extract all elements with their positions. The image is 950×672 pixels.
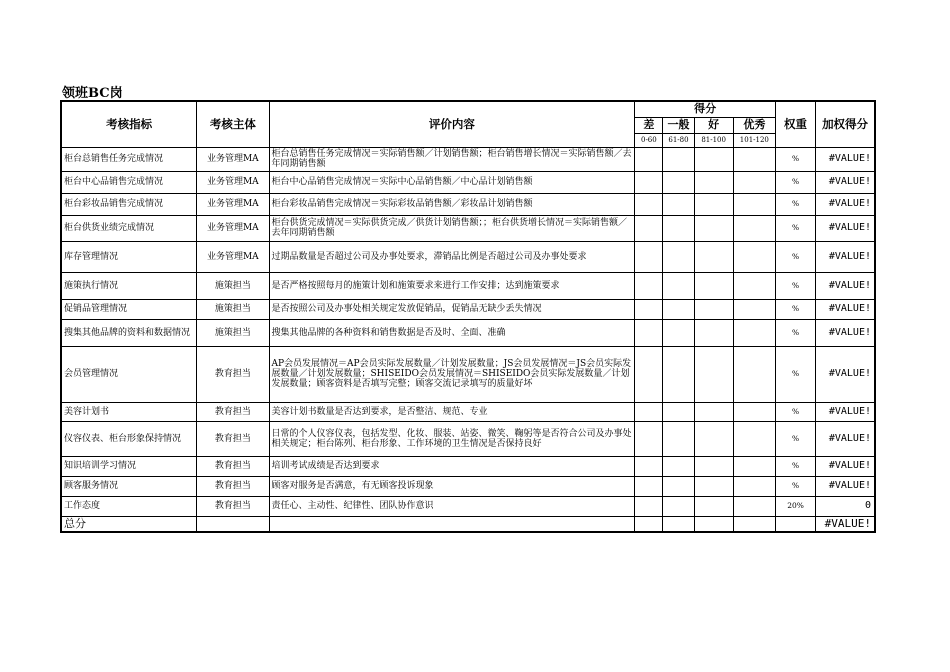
score-good-cell (694, 215, 733, 241)
header-content: 评价内容 (269, 101, 635, 147)
total-cell (635, 516, 663, 532)
total-cell (269, 516, 635, 532)
weighted-score-cell: #VALUE! (816, 402, 875, 421)
header-level-excellent: 优秀 (733, 117, 775, 133)
score-excellent-cell (733, 171, 775, 193)
score-fair-cell (663, 496, 694, 516)
score-excellent-cell (733, 272, 775, 299)
subject-cell: 业务管理MA (197, 193, 269, 215)
weighted-score-cell: #VALUE! (816, 456, 875, 476)
indicator-cell: 施策执行情况 (61, 272, 197, 299)
score-good-cell (694, 272, 733, 299)
weight-cell: % (775, 346, 815, 402)
score-good-cell (694, 476, 733, 496)
content-cell: 柜台供货完成情况＝实际供货完成／供货计划销售额；；柜台供货增长情况＝实际销售额／去年同期销售额 (269, 215, 635, 241)
indicator-cell: 促销品管理情况 (61, 299, 197, 319)
table-row (61, 215, 875, 241)
table-row (61, 319, 875, 346)
score-excellent-cell (733, 496, 775, 516)
table-row (61, 272, 875, 299)
table-row (61, 421, 875, 456)
indicator-cell: 库存管理情况 (61, 241, 197, 272)
score-good-cell (694, 299, 733, 319)
weighted-score-cell: #VALUE! (816, 241, 875, 272)
score-excellent-cell (733, 319, 775, 346)
weight-cell: % (775, 421, 815, 456)
weight-cell: % (775, 171, 815, 193)
table-row (61, 147, 875, 171)
indicator-cell: 会员管理情况 (61, 346, 197, 402)
weight-cell: % (775, 215, 815, 241)
content-cell: 是否按照公司及办事处相关规定发放促销品，促销品无缺少丢失情况 (269, 299, 635, 319)
table-row (61, 456, 875, 476)
score-poor-cell (635, 193, 663, 215)
score-excellent-cell (733, 346, 775, 402)
score-poor-cell (635, 402, 663, 421)
score-fair-cell (663, 456, 694, 476)
header-range-excellent: 101-120 (733, 133, 775, 147)
weighted-score-cell: #VALUE! (816, 171, 875, 193)
score-poor-cell (635, 171, 663, 193)
weight-cell: % (775, 147, 815, 171)
total-cell (694, 516, 733, 532)
subject-cell: 教育担当 (197, 402, 269, 421)
content-cell: 美容计划书数量是否达到要求，是否整洁、规范、专业 (269, 402, 635, 421)
total-weighted: #VALUE! (816, 516, 875, 532)
header-weighted: 加权得分 (816, 101, 875, 147)
subject-cell: 教育担当 (197, 476, 269, 496)
total-cell (197, 516, 269, 532)
content-cell: AP会员发展情况＝AP会员实际发展数量／计划发展数量；JS会员发展情况＝JS会员实际发展数量／计划发展数量；SHISEIDO会员发展情况＝SHISEIDO会员实际发展数量／计划发展数量；顾客资料是否填写完整；顾客交流记录填写的质量好坏 (269, 346, 635, 402)
weight-cell: % (775, 402, 815, 421)
indicator-cell: 柜台供货业绩完成情况 (61, 215, 197, 241)
subject-cell: 教育担当 (197, 421, 269, 456)
score-excellent-cell (733, 147, 775, 171)
score-fair-cell (663, 171, 694, 193)
table-row (61, 346, 875, 402)
total-cell (775, 516, 815, 532)
content-cell: 柜台彩妆品销售完成情况＝实际彩妆品销售额／彩妆品计划销售额 (269, 193, 635, 215)
weighted-score-cell: #VALUE! (816, 476, 875, 496)
header-indicator: 考核指标 (61, 101, 197, 147)
score-fair-cell (663, 299, 694, 319)
table-row (61, 496, 875, 516)
score-excellent-cell (733, 241, 775, 272)
content-cell: 日常的个人仪容仪表，包括发型、化妆、服装、站姿、微笑、鞠躬等是否符合公司及办事处相关规定；柜台陈列、柜台形象、工作环境的卫生情况是否保持良好 (269, 421, 635, 456)
score-excellent-cell (733, 476, 775, 496)
score-excellent-cell (733, 456, 775, 476)
weighted-score-cell: #VALUE! (816, 193, 875, 215)
indicator-cell: 美容计划书 (61, 402, 197, 421)
score-fair-cell (663, 193, 694, 215)
header-range-poor: 0-60 (635, 133, 663, 147)
indicator-cell: 工作态度 (61, 496, 197, 516)
score-good-cell (694, 346, 733, 402)
score-good-cell (694, 147, 733, 171)
content-cell: 过期品数量是否超过公司及办事处要求，滞销品比例是否超过公司及办事处要求 (269, 241, 635, 272)
score-poor-cell (635, 241, 663, 272)
subject-cell: 施策担当 (197, 272, 269, 299)
weight-cell: % (775, 272, 815, 299)
subject-cell: 业务管理MA (197, 147, 269, 171)
content-cell: 柜台总销售任务完成情况＝实际销售额／计划销售额；柜台销售增长情况＝实际销售额／去年同期销售额 (269, 147, 635, 171)
score-fair-cell (663, 421, 694, 456)
score-fair-cell (663, 272, 694, 299)
table-row (61, 241, 875, 272)
score-fair-cell (663, 241, 694, 272)
content-cell: 顾客对服务是否满意，有无顾客投诉现象 (269, 476, 635, 496)
score-excellent-cell (733, 421, 775, 456)
score-good-cell (694, 402, 733, 421)
score-poor-cell (635, 476, 663, 496)
score-poor-cell (635, 456, 663, 476)
indicator-cell: 柜台总销售任务完成情况 (61, 147, 197, 171)
score-poor-cell (635, 147, 663, 171)
score-good-cell (694, 171, 733, 193)
content-cell: 培训考试成绩是否达到要求 (269, 456, 635, 476)
weight-cell: % (775, 241, 815, 272)
score-good-cell (694, 456, 733, 476)
weight-cell: % (775, 476, 815, 496)
indicator-cell: 柜台彩妆品销售完成情况 (61, 193, 197, 215)
score-fair-cell (663, 319, 694, 346)
subject-cell: 施策担当 (197, 299, 269, 319)
header-level-poor: 差 (635, 117, 663, 133)
indicator-cell: 柜台中心品销售完成情况 (61, 171, 197, 193)
evaluation-table (60, 100, 876, 533)
header-weight: 权重 (775, 101, 815, 147)
score-fair-cell (663, 402, 694, 421)
score-fair-cell (663, 147, 694, 171)
score-fair-cell (663, 215, 694, 241)
weighted-score-cell: #VALUE! (816, 319, 875, 346)
total-row (61, 516, 875, 532)
indicator-cell: 知识培训学习情况 (61, 456, 197, 476)
score-poor-cell (635, 496, 663, 516)
indicator-cell: 顾客服务情况 (61, 476, 197, 496)
header-subject: 考核主体 (197, 101, 269, 147)
subject-cell: 教育担当 (197, 346, 269, 402)
content-cell: 柜台中心品销售完成情况＝实际中心品销售额／中心品计划销售额 (269, 171, 635, 193)
weight-cell: 20% (775, 496, 815, 516)
weight-cell: % (775, 299, 815, 319)
content-cell: 责任心、主动性、纪律性、团队协作意识 (269, 496, 635, 516)
subject-cell: 教育担当 (197, 456, 269, 476)
score-excellent-cell (733, 402, 775, 421)
weighted-score-cell: #VALUE! (816, 346, 875, 402)
subject-cell: 业务管理MA (197, 171, 269, 193)
score-excellent-cell (733, 193, 775, 215)
weighted-score-cell: #VALUE! (816, 272, 875, 299)
page-title: 领班BC岗 (62, 86, 123, 101)
score-good-cell (694, 421, 733, 456)
score-good-cell (694, 193, 733, 215)
header-level-good: 好 (694, 117, 733, 133)
score-excellent-cell (733, 299, 775, 319)
score-fair-cell (663, 476, 694, 496)
indicator-cell: 仪容仪表、柜台形象保持情况 (61, 421, 197, 456)
score-poor-cell (635, 346, 663, 402)
total-label: 总分 (61, 516, 197, 532)
weighted-score-cell: #VALUE! (816, 299, 875, 319)
table-row (61, 193, 875, 215)
table-row (61, 171, 875, 193)
header-score-group: 得分 (635, 101, 776, 117)
weight-cell: % (775, 456, 815, 476)
subject-cell: 教育担当 (197, 496, 269, 516)
score-fair-cell (663, 346, 694, 402)
score-good-cell (694, 496, 733, 516)
total-cell (663, 516, 694, 532)
content-cell: 是否严格按照每月的施策计划和施策要求来进行工作安排；达到施策要求 (269, 272, 635, 299)
weight-cell: % (775, 319, 815, 346)
subject-cell: 施策担当 (197, 319, 269, 346)
subject-cell: 业务管理MA (197, 241, 269, 272)
header-range-fair: 61-80 (663, 133, 694, 147)
weighted-score-cell: #VALUE! (816, 215, 875, 241)
score-poor-cell (635, 319, 663, 346)
header-range-good: 81-100 (694, 133, 733, 147)
score-poor-cell (635, 421, 663, 456)
score-poor-cell (635, 299, 663, 319)
weighted-score-cell: #VALUE! (816, 421, 875, 456)
table-row (61, 476, 875, 496)
subject-cell: 业务管理MA (197, 215, 269, 241)
header-level-fair: 一般 (663, 117, 694, 133)
content-cell: 搜集其他品牌的各种资料和销售数据是否及时、全面、准确 (269, 319, 635, 346)
table-row (61, 299, 875, 319)
score-excellent-cell (733, 215, 775, 241)
weighted-score-cell: #VALUE! (816, 147, 875, 171)
score-poor-cell (635, 215, 663, 241)
table-row (61, 402, 875, 421)
total-cell (733, 516, 775, 532)
weight-cell: % (775, 193, 815, 215)
weighted-score-cell: 0 (816, 496, 875, 516)
score-good-cell (694, 241, 733, 272)
indicator-cell: 搜集其他品牌的资料和数据情况 (61, 319, 197, 346)
score-good-cell (694, 319, 733, 346)
score-poor-cell (635, 272, 663, 299)
